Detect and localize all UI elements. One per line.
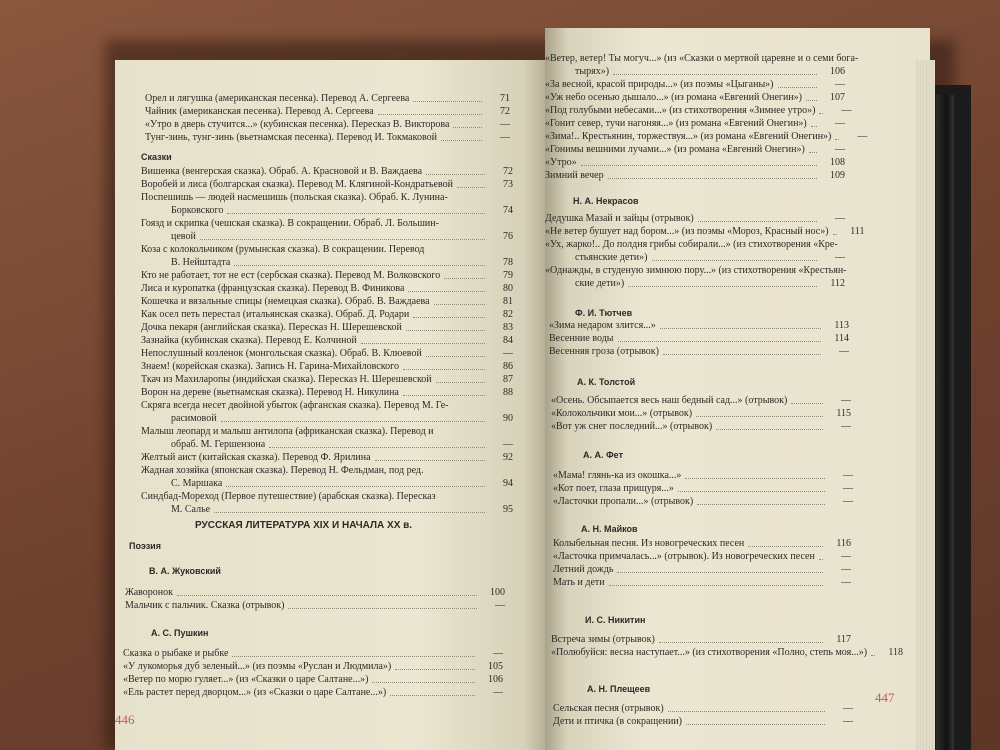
toc-entry — [549, 346, 849, 357]
author-nekrasov: Н. А. Некрасов — [573, 196, 639, 206]
toc-entry-title: «Зима недаром злится...» — [549, 320, 656, 331]
toc-leader-dots — [426, 356, 485, 357]
toc-entry-page: — — [835, 252, 845, 263]
zhukovsky-entries — [125, 587, 505, 613]
author-tolstoy: А. К. Толстой — [577, 377, 636, 387]
toc-entry — [549, 320, 849, 331]
toc-entry — [141, 348, 513, 359]
toc-entry — [141, 439, 513, 450]
toc-entry-title: Непослушный козленок (монгольская сказка). Обраб. В. Клюевой — [141, 348, 422, 359]
toc-entry-title: Жадная хозяйка (японская сказка). Перевод Н. Фельдман, под ред. — [141, 465, 424, 476]
toc-leader-dots — [609, 585, 823, 586]
toc-leader-dots — [453, 127, 482, 128]
left-toc-tales — [141, 166, 513, 517]
toc-entry-title: Жаворонок — [125, 587, 174, 598]
nekrasov-entries — [545, 213, 865, 291]
toc-leader-dots — [403, 369, 485, 370]
toc-entry — [141, 283, 513, 294]
toc-entry-page: — — [503, 348, 513, 359]
pushkin-continued — [545, 53, 868, 183]
toc-entry-page: 82 — [503, 309, 513, 320]
toc-leader-dots — [617, 572, 823, 573]
toc-entry — [141, 504, 513, 515]
toc-leader-dots — [269, 447, 485, 448]
toc-leader-dots — [226, 486, 485, 487]
toc-leader-dots — [871, 655, 875, 656]
part-heading: РУССКАЯ ЛИТЕРАТУРА XIX И НАЧАЛА XX в. — [195, 520, 413, 531]
toc-entry — [545, 252, 845, 263]
toc-leader-dots — [444, 278, 485, 279]
toc-entry — [141, 452, 513, 463]
toc-entry — [141, 426, 513, 437]
toc-entry-title: «За весной, красой природы...» (из поэмы «Цыганы») — [545, 79, 774, 90]
toc-entry-page: 107 — [830, 92, 845, 103]
toc-entry-title: «Ух, жарко!.. До полдня грибы собирали...» (из стихотворения «Кре- — [545, 239, 838, 250]
toc-entry-title: Коза с колокольчиком (румынская сказка). В сокращении. Перевод — [141, 244, 425, 255]
toc-entry-page: — — [841, 577, 851, 588]
toc-entry — [141, 270, 513, 281]
toc-entry — [551, 395, 851, 406]
toc-entry — [145, 119, 510, 130]
toc-leader-dots — [232, 656, 475, 657]
toc-entry-title: В. Нейштадта — [171, 257, 231, 268]
toc-entry — [125, 587, 505, 598]
toc-leader-dots — [372, 682, 475, 683]
toc-leader-dots — [819, 559, 823, 560]
toc-leader-dots — [809, 152, 817, 153]
toc-leader-dots — [436, 382, 485, 383]
toc-leader-dots — [361, 343, 485, 344]
toc-entry — [545, 239, 845, 250]
toc-entry-title: Гоязд и скрипка (чешская сказка). В сокращении. Обраб. Л. Большин- — [141, 218, 439, 229]
right-page-number: 447 — [875, 690, 895, 705]
toc-entry-page: — — [500, 119, 510, 130]
toc-entry-page: 92 — [503, 452, 513, 463]
author-pleshcheev: А. Н. Плещеев — [587, 684, 651, 694]
toc-entry-title: Знаем! (корейская сказка). Запись Н. Гарина-Михайловского — [141, 361, 399, 372]
toc-leader-dots — [234, 265, 485, 266]
author-nikitin: И. С. Никитин — [585, 615, 646, 625]
toc-entry — [123, 687, 503, 698]
toc-entry-page: — — [843, 483, 853, 494]
toc-entry-title: Скряга всегда несет двойной убыток (афганская сказка). Перевод М. Ге- — [141, 400, 449, 411]
toc-entry-title: «Гонимы вешними лучами...» (из романа «Евгений Онегин») — [545, 144, 805, 155]
toc-leader-dots — [618, 341, 821, 342]
author-pushkin: А. С. Пушкин — [151, 628, 209, 638]
toc-entry-page: — — [841, 421, 851, 432]
toc-leader-dots — [748, 546, 823, 547]
toc-entry — [141, 322, 513, 333]
toc-entry-title: Сказка о рыбаке и рыбке — [123, 648, 229, 659]
toc-entry-title: «Вот уж снег последний...» (отрывок) — [551, 421, 713, 432]
toc-entry-page: 95 — [503, 504, 513, 515]
toc-entry-page: 108 — [830, 157, 845, 168]
toc-entry-title: Дедушка Мазай и зайцы (отрывок) — [545, 213, 694, 224]
toc-entry-title: «Ветер, ветер! Ты могуч...» (из «Сказки о мертвой царевне и о семи бога- — [545, 53, 859, 64]
toc-entry-title: Колыбельная песня. Из новогреческих песен — [553, 538, 745, 549]
toc-entry — [553, 551, 851, 562]
left-page-number: 446 — [115, 712, 135, 727]
toc-entry-title: «Колокольчики мои...» (отрывок) — [551, 408, 693, 419]
tyutchev-entries — [549, 320, 849, 359]
toc-entry — [553, 538, 851, 549]
toc-leader-dots — [819, 113, 823, 114]
maykov-entries — [553, 538, 851, 590]
toc-entry — [141, 478, 513, 489]
toc-entry — [141, 387, 513, 398]
toc-entry-page: 117 — [836, 634, 851, 645]
fet-entries — [553, 470, 853, 509]
toc-leader-dots — [608, 178, 817, 179]
toc-entry-title: Желтый аист (китайская сказка). Перевод Ф. Ярилина — [141, 452, 371, 463]
toc-leader-dots — [791, 403, 823, 404]
toc-entry-page: 116 — [836, 538, 851, 549]
toc-entry-page: — — [843, 716, 853, 727]
toc-entry-title: Дочка пекаря (английская сказка). Пересказ Н. Шерешевской — [141, 322, 402, 333]
toc-entry-page: 74 — [503, 205, 513, 216]
toc-entry-title: Встреча зимы (отрывок) — [551, 634, 655, 645]
toc-entry-page: — — [841, 551, 851, 562]
toc-entry-page: 72 — [500, 106, 510, 117]
toc-leader-dots — [628, 286, 817, 287]
toc-entry-title: «Ласточка примчалась...» (отрывок). Из новогреческих песен — [553, 551, 815, 562]
toc-entry-page: 80 — [503, 283, 513, 294]
toc-entry — [545, 265, 845, 276]
left-toc-top — [145, 93, 510, 145]
toc-leader-dots — [221, 421, 485, 422]
toc-entry-title: «Ветер по морю гуляет...» (из «Сказки о царе Салтане...») — [123, 674, 369, 685]
toc-entry — [545, 144, 845, 155]
toc-entry-page: 79 — [503, 270, 513, 281]
toc-entry — [123, 674, 503, 685]
toc-entry — [551, 647, 904, 658]
toc-entry-title: «Зима!.. Крестьянин, торжествуя...» (из романа «Евгений Онегин») — [545, 131, 832, 142]
toc-entry-title: Весенняя гроза (отрывок) — [549, 346, 659, 357]
toc-entry — [141, 218, 513, 229]
toc-entry-title: Сельская песня (отрывок) — [553, 703, 664, 714]
toc-entry-page: 90 — [503, 413, 513, 424]
left-page — [115, 60, 545, 750]
toc-entry — [141, 400, 513, 411]
toc-entry-title: «Гонит север, тучи нагоняя...» (из романа «Евгений Онегин») — [545, 118, 807, 129]
toc-entry — [551, 634, 851, 645]
toc-entry-title: «Ласточки пропали...» (отрывок) — [553, 496, 694, 507]
toc-entry-page: — — [835, 213, 845, 224]
tolstoy-entries — [551, 395, 851, 434]
toc-entry — [145, 132, 510, 143]
toc-entry — [545, 118, 845, 129]
toc-leader-dots — [426, 174, 485, 175]
toc-entry-title: расимовой — [171, 413, 217, 424]
toc-entry-page: — — [843, 703, 853, 714]
toc-entry — [553, 564, 851, 575]
toc-leader-dots — [811, 126, 817, 127]
toc-entry-page: 111 — [850, 226, 865, 237]
toc-entry-page: 81 — [503, 296, 513, 307]
toc-entry-title: «Под голубыми небесами...» (из стихотворения «Зимнее утро») — [545, 105, 816, 116]
toc-entry — [145, 106, 510, 117]
toc-entry-page: 109 — [830, 170, 845, 181]
toc-leader-dots — [457, 187, 485, 188]
toc-leader-dots — [406, 330, 485, 331]
toc-entry — [141, 335, 513, 346]
toc-leader-dots — [413, 317, 485, 318]
toc-entry-page: 84 — [503, 335, 513, 346]
toc-leader-dots — [716, 429, 823, 430]
toc-leader-dots — [288, 608, 477, 609]
toc-leader-dots — [375, 460, 485, 461]
toc-entry-page: 106 — [488, 674, 503, 685]
toc-entry — [123, 648, 503, 659]
toc-entry — [545, 131, 868, 142]
toc-entry-title: «Мама! глянь-ка из окошка...» — [553, 470, 682, 481]
toc-entry-page: — — [500, 132, 510, 143]
toc-entry-page: 71 — [500, 93, 510, 104]
toc-leader-dots — [613, 74, 817, 75]
toc-entry-page: 100 — [490, 587, 505, 598]
author-zhukovsky: В. А. Жуковский — [149, 566, 221, 576]
toc-entry-title: М. Салье — [171, 504, 211, 515]
toc-entry-page: 78 — [503, 257, 513, 268]
toc-entry — [553, 470, 853, 481]
toc-entry-title: Поспешишь — людей насмешишь (польская сказка). Обраб. К. Лунина- — [141, 192, 448, 203]
toc-entry — [141, 205, 513, 216]
toc-entry-page: 72 — [503, 166, 513, 177]
toc-entry-title: цевой — [171, 231, 196, 242]
toc-leader-dots — [581, 165, 817, 166]
toc-entry — [545, 170, 845, 181]
toc-entry — [545, 213, 845, 224]
toc-entry-page: — — [493, 648, 503, 659]
toc-entry-page: — — [835, 79, 845, 90]
toc-entry-title: «Осень. Обсыпается весь наш бедный сад...» (отрывок) — [551, 395, 788, 406]
toc-entry-title: Чайник (американская песенка). Перевод А. Сергеева — [145, 106, 374, 117]
toc-entry — [553, 703, 853, 714]
toc-entry — [553, 496, 853, 507]
toc-entry-title: Лиса и куропатка (французская сказка). Перевод В. Финикова — [141, 283, 405, 294]
toc-entry-title: Мать и дети — [553, 577, 605, 588]
toc-entry-page: — — [835, 118, 845, 129]
author-maykov: А. Н. Майков — [581, 524, 638, 534]
toc-entry — [553, 483, 853, 494]
pushkin-entries — [123, 648, 503, 700]
toc-entry-page: 118 — [888, 647, 904, 658]
toc-entry-page: 73 — [503, 179, 513, 190]
toc-leader-dots — [835, 139, 839, 140]
toc-entry-title: Кто не работает, тот не ест (сербская сказка). Перевод М. Волковского — [141, 270, 441, 281]
toc-entry-title: «Уж небо осенью дышало...» (из романа «Евгений Онегин») — [545, 92, 803, 103]
toc-leader-dots — [778, 87, 818, 88]
toc-entry — [551, 421, 851, 432]
nikitin-entries — [551, 634, 904, 660]
toc-entry-title: Кошечка и вязальные спицы (немецкая сказка). Обраб. В. Важдаева — [141, 296, 430, 307]
toc-entry-title: Летний дождь — [553, 564, 614, 575]
toc-leader-dots — [227, 213, 485, 214]
author-tyutchev: Ф. И. Тютчев — [575, 308, 633, 318]
toc-entry-page: 87 — [503, 374, 513, 385]
toc-entry — [141, 465, 513, 476]
toc-entry-page: 86 — [503, 361, 513, 372]
toc-entry-page: 76 — [503, 231, 513, 242]
toc-leader-dots — [652, 260, 818, 261]
toc-entry-title: Весенние воды — [549, 333, 614, 344]
toc-entry — [545, 79, 845, 90]
toc-entry — [545, 92, 845, 103]
toc-entry-title: «Полюбуйся: весна наступает...» (из стихотворения «Полно, степь моя...») — [551, 647, 868, 658]
toc-leader-dots — [806, 100, 817, 101]
toc-entry-page: 115 — [836, 408, 851, 419]
toc-entry — [545, 105, 852, 116]
toc-entry-page: — — [503, 439, 513, 450]
toc-entry-title: Синдбад-Мореход (Первое путешествие) (арабская сказка). Пересказ — [141, 491, 436, 502]
toc-entry — [553, 577, 851, 588]
pleshcheev-entries — [553, 703, 853, 729]
toc-entry-title: Ворон на дереве (вьетнамская сказка). Перевод Н. Никулина — [141, 387, 399, 398]
toc-leader-dots — [659, 642, 823, 643]
toc-entry — [145, 93, 510, 104]
toc-entry — [141, 257, 513, 268]
toc-leader-dots — [696, 416, 823, 417]
toc-entry-page: 112 — [830, 278, 845, 289]
toc-entry-page: 94 — [503, 478, 513, 489]
toc-entry — [141, 361, 513, 372]
toc-entry — [123, 661, 503, 672]
toc-entry-title: Воробей и лиса (болгарская сказка). Перевод М. Клягиной-Кондратьевой — [141, 179, 453, 190]
toc-entry-title: Орел и лягушка (американская песенка). Перевод А. Сергеева — [145, 93, 410, 104]
toc-entry — [141, 296, 513, 307]
toc-leader-dots — [434, 304, 485, 305]
right-page — [545, 28, 930, 750]
toc-leader-dots — [686, 724, 825, 725]
toc-leader-dots — [685, 478, 825, 479]
tales-heading: Сказки — [141, 152, 172, 162]
toc-entry-page: — — [857, 131, 868, 142]
toc-entry — [545, 66, 845, 77]
toc-entry-title: «Кот поет, глаза прищуря...» — [553, 483, 674, 494]
toc-leader-dots — [663, 354, 821, 355]
toc-entry-title: тырях») — [575, 66, 610, 77]
toc-entry — [545, 278, 845, 289]
toc-entry-title: «Утро» — [545, 157, 577, 168]
toc-entry-page: 88 — [503, 387, 513, 398]
poetry-heading: Поэзия — [129, 541, 161, 551]
toc-leader-dots — [668, 711, 825, 712]
toc-entry-title: Борковского — [171, 205, 224, 216]
toc-entry-title: обраб. М. Гершензона — [171, 439, 266, 450]
toc-entry — [551, 408, 851, 419]
toc-entry-page: — — [495, 600, 505, 611]
toc-entry-page: 83 — [503, 322, 513, 333]
toc-entry — [141, 166, 513, 177]
toc-entry-title: Мальчик с пальчик. Сказка (отрывок) — [125, 600, 285, 611]
book-spine-strip — [936, 95, 954, 750]
toc-entry — [141, 491, 513, 502]
toc-leader-dots — [200, 239, 485, 240]
toc-leader-dots — [660, 328, 821, 329]
toc-leader-dots — [698, 221, 817, 222]
toc-entry-title: Вишенка (венгерская сказка). Обраб. А. Красновой и В. Важдаева — [141, 166, 423, 177]
toc-leader-dots — [441, 140, 482, 141]
toc-entry-title: С. Маршака — [171, 478, 223, 489]
toc-entry — [549, 333, 849, 344]
toc-entry-title: Зазнайка (кубинская сказка). Перевод Е. Колчиной — [141, 335, 357, 346]
toc-entry — [141, 309, 513, 320]
toc-entry — [553, 716, 853, 727]
toc-entry-title: Тунг-зинь, тунг-зинь (вьетнамская песенка). Перевод И. Токмаковой — [145, 132, 437, 143]
toc-entry-title: Дети и птичка (в сокращении) — [553, 716, 683, 727]
toc-entry-page: — — [493, 687, 503, 698]
toc-leader-dots — [177, 595, 477, 596]
toc-entry-page: — — [841, 564, 851, 575]
toc-entry — [545, 53, 859, 64]
toc-entry-title: «Ель растет перед дворцом...» (из «Сказки о царе Салтане...») — [123, 687, 387, 698]
toc-entry — [141, 374, 513, 385]
toc-entry-page: — — [841, 105, 852, 116]
toc-leader-dots — [214, 512, 485, 513]
toc-leader-dots — [390, 695, 475, 696]
toc-entry — [125, 600, 505, 611]
toc-leader-dots — [378, 114, 482, 115]
toc-entry-title: Как осел петь перестал (итальянская сказка). Обраб. Д. Родари — [141, 309, 410, 320]
toc-entry — [141, 192, 513, 203]
author-fet: А. А. Фет — [583, 450, 623, 460]
toc-entry-title: «У лукоморья дуб зеленый...» (из поэмы «Руслан и Людмила») — [123, 661, 392, 672]
toc-entry — [141, 231, 513, 242]
toc-entry-title: Ткач из Махиларопы (индийская сказка). Пересказ Н. Шерешевской — [141, 374, 432, 385]
toc-entry-title: «Утро в дверь стучится...» (кубинская песенка). Пересказ В. Викторова — [145, 119, 450, 130]
toc-entry-page: — — [843, 470, 853, 481]
toc-leader-dots — [408, 291, 485, 292]
toc-entry-title: Малыш леопард и малыш антилопа (африканская сказка). Перевод и — [141, 426, 434, 437]
toc-entry-page: — — [839, 346, 849, 357]
toc-entry — [141, 179, 513, 190]
toc-entry-title: «Однажды, в студеную зимнюю пору...» (из стихотворения «Крестьян- — [545, 265, 847, 276]
toc-entry — [141, 244, 513, 255]
toc-leader-dots — [678, 491, 825, 492]
toc-entry-page: 114 — [834, 333, 849, 344]
toc-entry-page: 106 — [830, 66, 845, 77]
toc-leader-dots — [395, 669, 475, 670]
toc-leader-dots — [833, 234, 837, 235]
toc-entry-page: — — [843, 496, 853, 507]
toc-entry-page: 105 — [488, 661, 503, 672]
toc-entry-page: — — [835, 144, 845, 155]
toc-leader-dots — [697, 504, 825, 505]
toc-leader-dots — [413, 101, 482, 102]
toc-entry — [545, 226, 865, 237]
toc-entry-page: 113 — [834, 320, 849, 331]
toc-entry-page: — — [841, 395, 851, 406]
toc-leader-dots — [403, 395, 485, 396]
page-edges — [915, 60, 935, 750]
toc-entry — [141, 413, 513, 424]
toc-entry-title: Зимний вечер — [545, 170, 604, 181]
toc-entry-title: стьянские дети») — [575, 252, 648, 263]
toc-entry — [545, 157, 845, 168]
toc-entry-title: «Не ветер бушует над бором...» (из поэмы «Мороз, Красный нос») — [545, 226, 829, 237]
toc-entry-title: ские дети») — [575, 278, 625, 289]
